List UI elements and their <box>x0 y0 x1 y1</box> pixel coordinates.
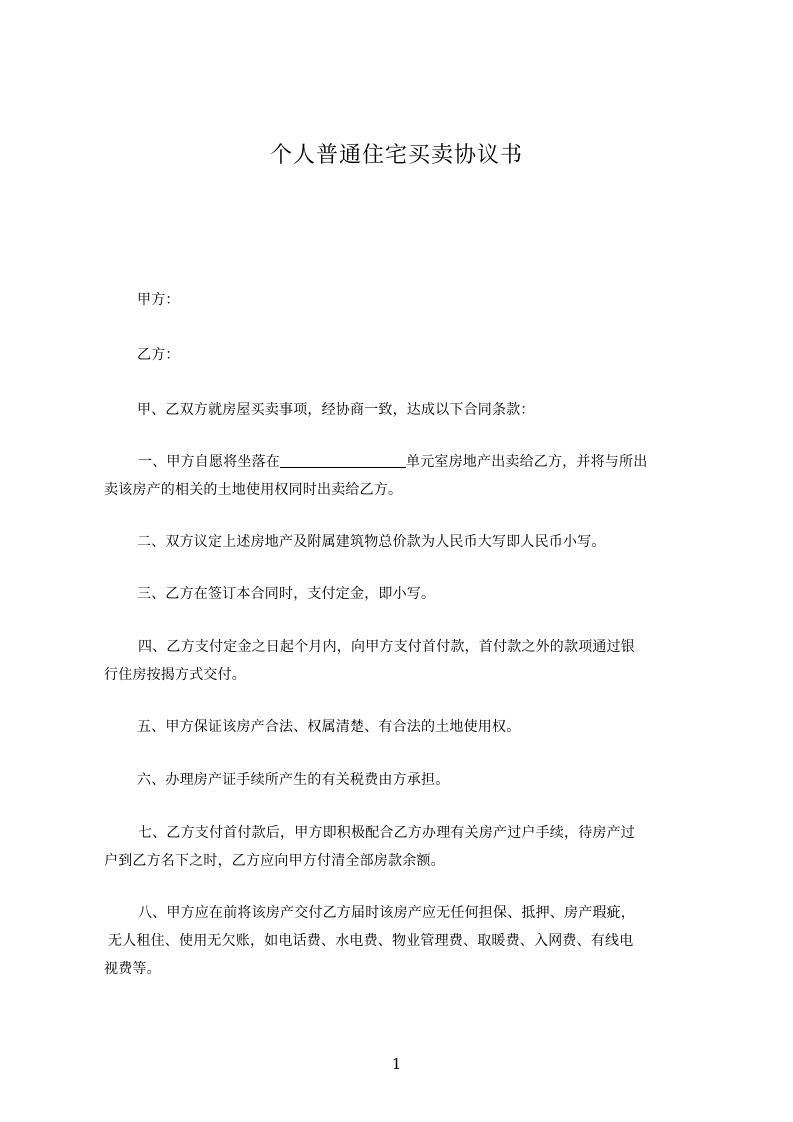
clause-1-text-before: 一、甲方自愿将坐落在 <box>138 454 280 470</box>
clause-7 <box>104 819 704 875</box>
clause-7-line-1: 七、乙方支付首付款后，甲方即积极配合乙方办理有关房产过户手续，待房产过 <box>138 825 635 841</box>
clause-4-line-2: 行住房按揭方式交付。 <box>104 667 246 683</box>
address-blank-line <box>280 452 406 468</box>
clause-8-line-3: 视费等。 <box>104 961 161 977</box>
intro-paragraph: 甲、乙双方就房屋买卖事项，经协商一致，达成以下合同条款： <box>137 402 535 418</box>
clause-2: 二、双方议定上述房地产及附属建筑物总价款为人民币大写即人民币小写。 <box>137 534 606 550</box>
clause-1 <box>104 448 704 504</box>
clause-8 <box>104 899 704 983</box>
clause-3: 三、乙方在签订本合同时，支付定金，即小写。 <box>137 586 436 602</box>
clause-7-line-2: 户到乙方名下之时，乙方应向甲方付清全部房款余额。 <box>104 853 445 869</box>
clause-4 <box>104 633 704 689</box>
clause-1-line-2: 卖该房产的相关的土地使用权同时出卖给乙方。 <box>104 482 403 498</box>
document-title: 个人普通住宅买卖协议书 <box>269 143 523 168</box>
clause-4-line-1: 四、乙方支付定金之日起个月内，向甲方支付首付款，首付款之外的款项通过银 <box>138 639 635 655</box>
clause-5: 五、甲方保证该房产合法、权属清楚、有合法的土地使用权。 <box>137 719 521 735</box>
page-number: 1 <box>391 1055 402 1073</box>
party-b-label: 乙方： <box>137 347 180 363</box>
clause-8-line-2: 无人租住、使用无欠账，如电话费、水电费、物业管理费、取暖费、入网费、有线电 <box>108 933 634 949</box>
clause-8-line-1: 八、甲方应在前将该房产交付乙方届时该房产应无任何担保、抵押、房产瑕疵， <box>138 905 635 921</box>
clause-1-text-after: 单元室房地产出卖给乙方，并将与所出 <box>406 454 648 470</box>
party-a-label: 甲方： <box>137 292 180 308</box>
clause-6: 六、办理房产证手续所产生的有关税费由方承担。 <box>137 772 450 788</box>
clause-1-line-1 <box>104 448 704 476</box>
